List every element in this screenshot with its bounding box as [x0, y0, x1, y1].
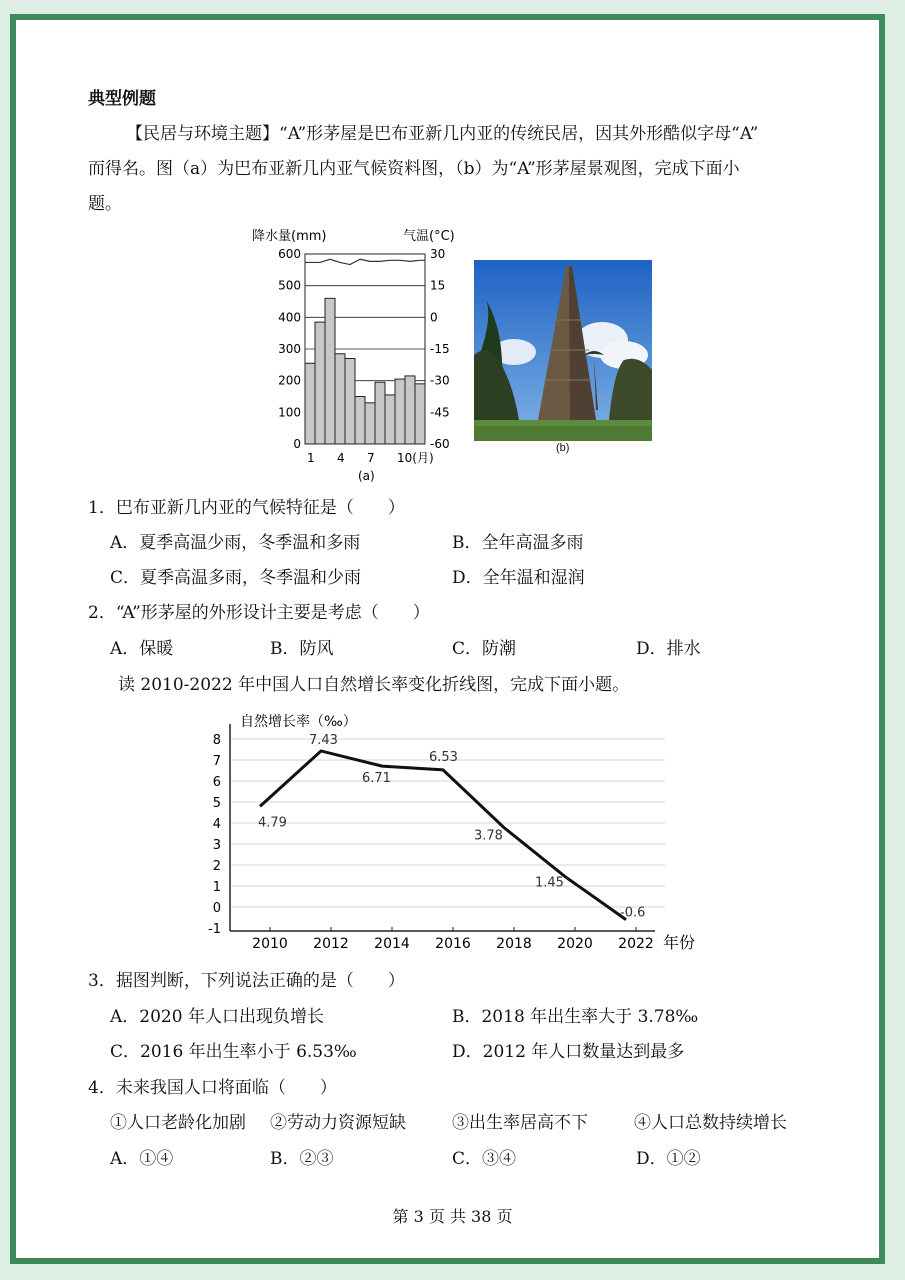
precip-tick: 500: [278, 278, 301, 293]
q4-stem: 4．未来我国人口将面临（ ）: [88, 1078, 337, 1098]
q3-stem: 3．据图判断，下列说法正确的是（ ）: [88, 971, 405, 991]
month-tick: 1: [307, 451, 315, 465]
precip-tick: 200: [278, 373, 301, 388]
precip-bar: [335, 354, 345, 444]
month-tick: 4: [337, 451, 345, 465]
q2-option-d[interactable]: D．排水: [636, 639, 701, 659]
growth-y-tick: 7: [212, 754, 221, 769]
growth-data-label: 6.53: [429, 749, 458, 765]
q1-option-c[interactable]: C．夏季高温多雨，冬季温和少雨: [110, 568, 362, 588]
intro-line-2: 而得名。图（a）为巴布亚新几内亚气候资料图，（b）为“A”形茅屋景观图，完成下面小: [88, 159, 740, 179]
precip-bar: [355, 397, 365, 445]
growth-x-tick: 2012: [313, 936, 349, 952]
q3-option-a[interactable]: A．2020 年人口出现负增长: [110, 1007, 324, 1027]
q2-stem: 2．“A”形茅屋的外形设计主要是考虑（ ）: [88, 603, 430, 623]
q4-option-d[interactable]: D．①②: [636, 1149, 701, 1169]
q1-option-d[interactable]: D．全年温和湿润: [452, 568, 585, 588]
growth-y-tick: 2: [212, 859, 221, 874]
q2-option-a[interactable]: A．保暖: [110, 639, 174, 659]
precip-tick: 400: [278, 310, 301, 325]
q4-statement-2: ②劳动力资源短缺: [270, 1113, 406, 1133]
q4-statement-3: ③出生率居高不下: [452, 1113, 588, 1133]
photo-caption: (b): [556, 442, 570, 454]
growth-y-tick: 5: [212, 796, 221, 811]
climate-left-label: 降水量(mm): [252, 229, 327, 244]
precip-bar: [315, 322, 325, 444]
growth-x-tick: 2018: [496, 936, 532, 952]
q1-stem: 1．巴布亚新几内亚的气候特征是（ ）: [88, 498, 405, 518]
growth-data-label: 7.43: [309, 732, 338, 748]
month-tick: 10(月): [397, 451, 434, 465]
q3-option-d[interactable]: D．2012 年人口数量达到最多: [452, 1042, 685, 1062]
growth-y-tick: 3: [212, 838, 221, 853]
temp-tick: 0: [430, 310, 438, 325]
q4-statement-1: ①人口老龄化加剧: [110, 1113, 246, 1133]
a-frame-hut-photo: [474, 260, 652, 441]
precip-tick: 0: [293, 437, 301, 451]
growth-y-tick: -1: [208, 922, 221, 937]
q4-option-c[interactable]: C．③④: [452, 1149, 517, 1169]
q1-option-a[interactable]: A．夏季高温少雨，冬季温和多雨: [110, 533, 361, 553]
precip-tick: 600: [278, 247, 301, 261]
q3-option-c[interactable]: C．2016 年出生率小于 6.53‰: [110, 1042, 357, 1062]
precip-bar: [395, 379, 405, 444]
precip-bar: [405, 376, 415, 444]
precip-tick: 100: [278, 405, 301, 420]
q2-option-c[interactable]: C．防潮: [452, 639, 517, 659]
temp-tick: -60: [430, 437, 450, 451]
growth-x-tick: 2020: [557, 936, 593, 952]
climate-right-label: 气温(°C): [403, 229, 455, 244]
q4-option-b[interactable]: B．②③: [270, 1149, 334, 1169]
growth-data-label: 4.79: [258, 815, 287, 831]
growth-x-tick: 2022: [618, 936, 654, 952]
intro-line-1: 【民居与环境主题】“A”形茅屋是巴布亚新几内亚的传统民居，因其外形酷似字母“A”: [126, 124, 759, 144]
growth-x-tick: 2010: [252, 936, 288, 952]
temp-tick: -30: [430, 373, 450, 388]
q4-option-a[interactable]: A．①④: [110, 1149, 174, 1169]
growth-y-tick: 1: [212, 880, 221, 895]
q1-option-b[interactable]: B．全年高温多雨: [452, 533, 584, 553]
growth-data-label: 3.78: [474, 828, 503, 844]
temperature-curve: [305, 259, 425, 264]
precip-bar: [375, 382, 385, 444]
section-title: 典型例题: [88, 89, 156, 109]
temp-tick: 30: [430, 247, 446, 261]
precip-bar: [305, 363, 315, 444]
growth-data-label: 6.71: [362, 771, 391, 787]
precip-bar: [385, 395, 395, 444]
climate-caption: (a): [358, 469, 375, 483]
growth-xlabel: 年份: [663, 933, 696, 952]
growth-y-tick: 8: [212, 733, 221, 748]
precip-tick: 300: [278, 342, 301, 356]
page-footer: 第 3 页 共 38 页: [392, 1207, 513, 1226]
growth-rate-line: [260, 751, 626, 920]
q2-option-b[interactable]: B．防风: [270, 639, 334, 659]
precip-bar: [415, 384, 425, 444]
growth-rate-chart: [195, 706, 705, 956]
q3-option-b[interactable]: B．2018 年出生率大于 3.78‰: [452, 1007, 699, 1027]
growth-data-label: 1.45: [535, 875, 564, 891]
precip-bar: [365, 403, 375, 444]
month-tick: 7: [367, 451, 375, 465]
temp-tick: 15: [430, 278, 446, 293]
growth-x-tick: 2016: [435, 936, 471, 952]
temp-tick: -15: [430, 342, 450, 356]
growth-ylabel: 自然增长率（‰）: [240, 714, 357, 730]
q4-statement-4: ④人口总数持续增长: [634, 1113, 787, 1133]
line-chart-intro: 读 2010-2022 年中国人口自然增长率变化折线图，完成下面小题。: [118, 675, 630, 695]
precip-bar: [325, 298, 335, 444]
temp-tick: -45: [430, 405, 450, 420]
growth-y-tick: 4: [212, 817, 221, 832]
climate-chart: [250, 222, 465, 487]
intro-line-3: 题。: [88, 194, 122, 214]
growth-y-tick: 0: [212, 901, 221, 916]
precip-bar: [345, 359, 355, 445]
growth-x-tick: 2014: [374, 936, 410, 952]
growth-y-tick: 6: [212, 775, 221, 790]
growth-data-label: -0.6: [620, 905, 646, 921]
